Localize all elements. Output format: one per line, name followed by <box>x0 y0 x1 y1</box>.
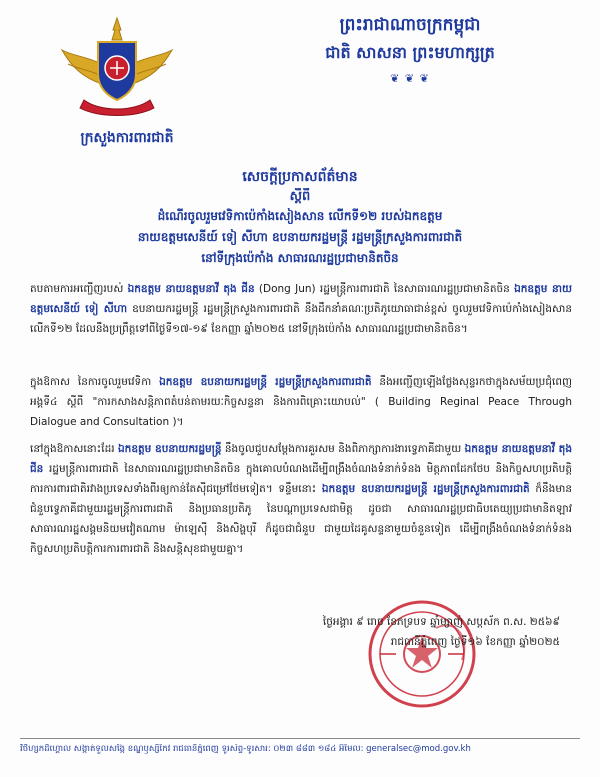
p2-text-c: នឹងអញ្ជើញឡើងថ្លែងសុន្ទរកថាក្នុងសម័យប្រជុំពេញអង្គទី៤ ស្តីពី "ការកសាងសន្តិភាពតំបន់តាមរយៈកិច្ចសន្ទនា និងការពិគ្រោះយោបល់" ( Building Reginal Peace Through Dialogue and Consultation )។ <box>30 376 572 428</box>
p3-highlight-f: ឯកឧត្តម ឧបនាយករដ្ឋមន្ត្រី រដ្ឋមន្ត្រីក្រសួងការពារជាតិ <box>321 483 530 495</box>
footer-divider <box>20 738 580 739</box>
p1-highlight-d: ឯកឧត្តម នាយឧត្តមសេនីយ៍ ទៀ សីហា <box>30 283 572 315</box>
body-paragraph-3 <box>30 439 572 559</box>
official-seal-stamp-icon <box>366 598 478 710</box>
p1-highlight-b: ឯកឧត្តម នាយឧត្តមនាវី តុង ជីន <box>127 283 255 295</box>
p1-text-a: តបតាមការអញ្ជើញរបស់ <box>30 283 128 295</box>
lunar-date: ថ្ងៃអង្គារ ៩ រោច ខែភទ្របទ ឆ្នាំម្សាញ់ សប្តស័ក ព.ស. ២៥៦៩ <box>322 616 560 628</box>
title-line-4: នាយឧត្តមសេនីយ៍ ទៀ សីហា ឧបនាយករដ្ឋមន្ត្រី រដ្ឋមន្ត្រីក្រសួងការពារជាតិ <box>137 230 463 244</box>
p3-text-e: រដ្ឋមន្ត្រីការពារជាតិ នៃសាធារណរដ្ឋប្រជាមានិតចិន ក្នុងគោលបំណងដើម្បីពង្រឹងចំណងទំនាក់ទំនង មិត្តភាពដែកថែប និងកិច្ចសហប្រតិបត្តិការការពារជាតិរវាងប្រទេសទាំងពីរឲ្យកាន់តែស៊ីជម្រៅថែមទៀត។ ទន្ទឹមនោះ <box>30 463 572 495</box>
p3-highlight-b: ឯកឧត្តម ឧបនាយករដ្ឋមន្ត្រី <box>118 443 222 455</box>
header-ornament: ❦ ❦ ❦ <box>390 72 430 85</box>
document-title: សេចក្តីប្រកាសព័ត៌មាន <box>242 169 358 185</box>
ministry-name-label: ក្រសួងការពារជាតិ <box>80 130 174 146</box>
national-motto: ជាតិ សាសនា ព្រះមហាក្សត្រ <box>325 43 495 62</box>
p1-text-c: (Dong Jun) រដ្ឋមន្ត្រីការពារជាតិ នៃសាធារណរដ្ឋប្រជាមានិតចិន <box>254 283 515 295</box>
kingdom-heading: ព្រះរាជាណាចក្រកម្ពុជា <box>339 15 481 35</box>
body-paragraph-2 <box>30 372 572 432</box>
p3-text-a: នៅក្នុងឱកាសនោះដែរ <box>30 443 118 455</box>
footer-address: វិថីហ្សកដឺហ្គោល សង្កាត់ទួលសង្កែ ខណ្ឌឫស្សីកែវ រាជធានីភ្នំពេញ ទូរស័ព្ទ-ទូរសារ: ០២៣ ៨៨៣ ១៨៤ អ៊ីមែល: generalsec@mod.gov.kh <box>20 744 471 754</box>
p3-highlight-d: ឯកឧត្តម នាយឧត្តមនាវី តុង ជីន <box>30 443 572 475</box>
title-line-3: ដំណើរចូលរួមវេទិកាប៉េកាំងសៀងសាន លើកទី១២ របស់ឯកឧត្តម <box>157 209 443 223</box>
title-line-5: នៅទីក្រុងប៉េកាំង សាធារណរដ្ឋប្រជាមានិតចិន <box>201 251 399 265</box>
p1-text-e: ឧបនាយករដ្ឋមន្ត្រី រដ្ឋមន្ត្រីក្រសួងការពារជាតិ នឹងដឹកនាំគណៈប្រតិភូយោធាជាន់ខ្ពស់ ចូលរួមវេទិកាប៉េកាំងសៀងសាន លើកទី១២ ដែលនឹងប្រព្រឹត្តទៅពីថ្ងៃទី១៧-១៩ ខែកញ្ញា ឆ្នាំ២០២៥ នៅទីក្រុងប៉េកាំង សាធារណរដ្ឋប្រជាមានិតចិន។ <box>30 303 572 335</box>
p2-highlight-b: ឯកឧត្តម ឧបនាយករដ្ឋមន្ត្រី រដ្ឋមន្ត្រីក្រសួងការពារជាតិ <box>159 376 372 388</box>
p2-text-a: ក្នុងឱកាស នៃការចូលរួមវេទិកា <box>30 376 160 388</box>
p3-text-c: នឹងចូលជួបសម្តែងការគួរសម និងពិភាក្សាការងារទ្វេភាគីជាមួយ <box>221 443 465 455</box>
solar-date: រាជធានីភ្នំពេញ ថ្ងៃទី១៦ ខែកញ្ញា ឆ្នាំ២០២៥ <box>390 636 560 648</box>
ministry-emblem-icon <box>58 16 176 120</box>
document-subtitle: ស្តីពី <box>289 189 311 204</box>
p3-text-g: ក៏នឹងមានជំនួបទ្វេភាគីជាមួយរដ្ឋមន្ត្រីការពារជាតិ និងប្រធានប្រតិភូ នៃបណ្តាប្រទេសជាមិត្ត ដូចជា សាធារណរដ្ឋប្រជាធិបតេយ្យប្រជាមានិតឡាវ សាធារណរដ្ឋសង្គមនិយមវៀតណាម ម៉ាឡេស៊ី និងសិង្ហបុរី ក៏ដូចជាជំនួប ជាមួយដៃគូសន្ទនាមួយចំនួនទៀត ដើម្បីពង្រឹងចំណងទំនាក់ទំនងកិច្ចសហប្រតិបត្តិការការពារជាតិ និងសន្តិសុខជាមួយគ្នា។ <box>30 483 572 555</box>
body-paragraph-1 <box>30 279 572 339</box>
